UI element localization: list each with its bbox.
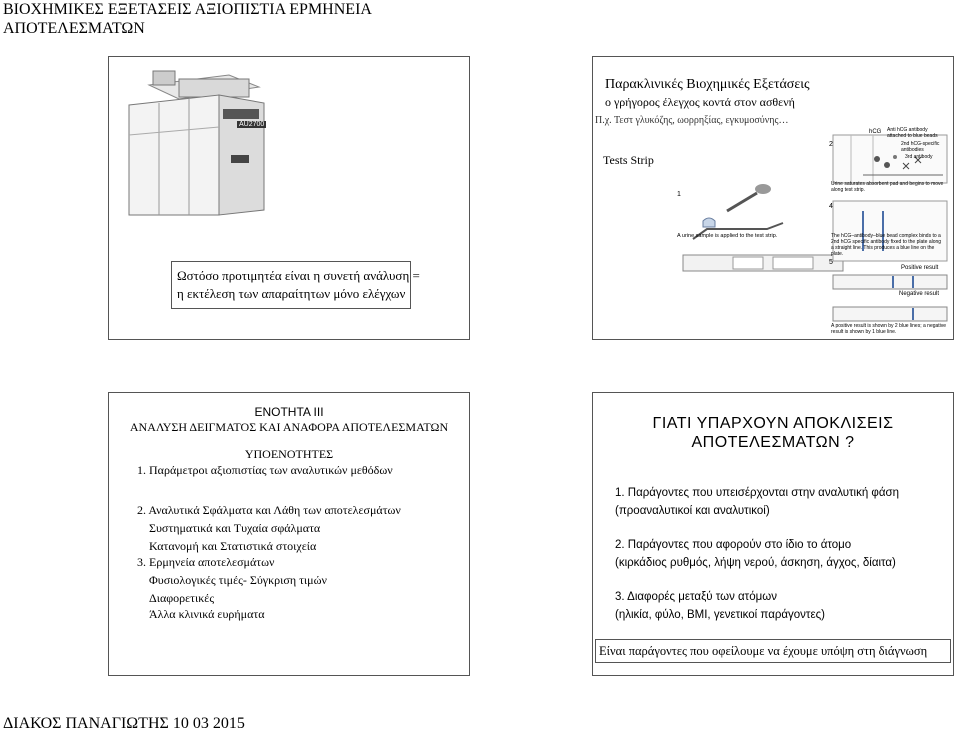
slide-3-sub-header: ΥΠΟΕΝΟΤΗΤΕΣ [244,447,334,461]
analyzer-brand-label: AU2700 [239,121,265,128]
diagram-negative-label: Negative result [899,291,940,297]
diagram-positive-label: Positive result [901,265,939,271]
slide-3-item-3a: Φυσιολογικές τιμές- Σύγκριση τιμών [149,573,327,587]
slide-3-unit: ΕΝΟΤΗΤΑ ΙΙΙ [254,405,324,419]
diagram-step5-number: 5 [829,259,833,266]
document-header-line1: ΒΙΟΧΗΜΙΚΕΣ ΕΞΕΤΑΣΕΙΣ ΑΞΙΟΠΙΣΤΙΑ ΕΡΜΗΝΕΙΑ [3,1,372,18]
diagram-step2-text: Urine saturates absorbent pad and begins to move along test strip. [831,181,944,193]
slide-3-item-2: 2. Αναλυτικά Σφάλματα και Λάθη των αποτελεσμάτων [137,503,401,517]
diagram-step1-text: A urine sample is applied to the test strip. [677,233,778,239]
slide-2 [592,56,954,340]
diagram-hcg-label: hCG [869,129,882,135]
slide-1-caption-box [171,261,420,309]
document-header-line2: ΑΠΟΤΕΛΕΣΜΑΤΩΝ [3,20,145,37]
slide-4-title-line2: ΑΠΟΤΕΛΕΣΜΑΤΩΝ ? [691,434,855,451]
slide-2-example: Π.χ. Τεστ γλυκόζης, ωορρηξίας, εγκυμοσύνης… [595,115,789,126]
slide-4-footer-text: Είναι παράγοντες που οφείλουμε να έχουμε υπόψη στη διάγνωση [599,644,928,658]
slide-3-item-3c: Άλλα κλινικά ευρήματα [149,607,265,621]
slide-4-point-1: 1. Παράγοντες που υπεισέρχονται στην αναλυτική φάση [615,487,900,499]
slide-3-item-2b: Κατανομή και Στατιστικά στοιχεία [149,539,317,553]
slide-3-unit-title: ΑΝΑΛΥΣΗ ΔΕΙΓΜΑΤΟΣ ΚΑΙ ΑΝΑΦΟΡΑ ΑΠΟΤΕΛΕΣΜΑΤΩΝ [129,420,449,434]
slide-3-item-3: 3. Ερμηνεία αποτελεσμάτων [137,555,275,569]
diagram-step2-number: 2 [829,141,833,148]
document-footer: ΔΙΑΚΟΣ ΠΑΝΑΓΙΩΤΗΣ 10 03 2015 [3,715,245,732]
slide-3-item-3b: Διαφορετικές [149,591,215,605]
diagram-anti-hcg-label: Anti hCG antibody attached to blue beads [887,127,938,139]
slide-3-item-2a: Συστηματικά και Τυχαία σφάλματα [149,521,321,535]
slide-4-point-3: 3. Διαφορές μεταξύ των ατόμων [615,591,777,603]
analyzer-image [119,65,269,225]
slide-3-item-1: 1. Παράμετροι αξιοπιστίας των αναλυτικών μεθόδων [137,463,393,477]
slide-4-point-2-detail: (κιρκάδιος ρυθμός, λήψη νερού, άσκηση, άγχος, δίαιτα) [615,557,896,569]
diagram-result-text: A positive result is shown by 2 blue lines; a negative result is shown by 1 blue line. [831,323,947,335]
slide-4 [592,392,954,676]
diagram-step1-number: 1 [677,191,681,198]
diagram-3rd-antibody-label: 3rd antibody [905,154,933,160]
slide-4-title-line1: ΓΙΑΤΙ ΥΠΑΡΧΟΥΝ ΑΠΟΚΛΙΣΕΙΣ [652,415,894,432]
diagram-step4-text: The hCG–antibody–blue bead complex binds to a 2nd hCG specific antibody fixed to the plate along a straight line. This produces a blue line on the plate. [831,233,942,257]
slide-4-point-2: 2. Παράγοντες που αφορούν στο ίδιο το άτομο [615,539,852,551]
diagram-2nd-antibody-label: 2nd hCG-specific antibodies [901,141,940,153]
slide-1-caption-line1: Ωστόσο προτιμητέα είναι η συνετή ανάλυση = [177,268,420,283]
slide-2-subtitle: ο γρήγορος έλεγχος κοντά στον ασθενή [605,95,795,109]
diagram-step4-number: 4 [829,203,833,210]
slide-2-title: Παρακλινικές Βιοχημικές Εξετάσεις [605,77,810,92]
slide-4-point-3-detail: (ηλικία, φύλο, BMI, γενετικοί παράγοντες) [615,609,825,621]
slide-3 [108,392,470,676]
slide-4-point-1-detail: (προαναλυτικοί και αναλυτικοί) [615,505,770,517]
slide-1-caption-line2: η εκτέλεση των απαραίτητων μόνο ελέγχων [177,286,406,301]
slide-4-footer-box [595,639,951,663]
slide-1 [108,56,470,340]
tests-strip-label: Tests Strip [603,153,654,167]
